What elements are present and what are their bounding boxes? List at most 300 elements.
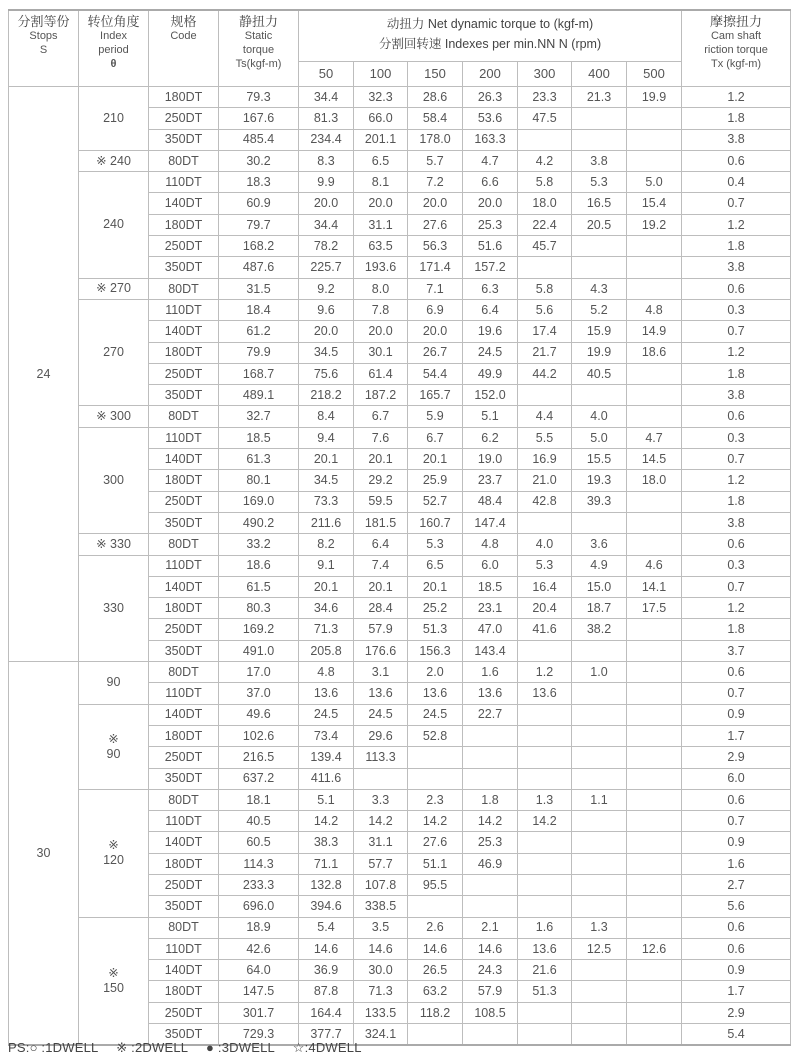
dyn-500-cell: [627, 981, 682, 1002]
dyn-500-cell: [627, 1002, 682, 1023]
dyn-100-cell: 30.0: [354, 960, 408, 981]
dyn-500-cell: 5.0: [627, 172, 682, 193]
cam-torque-cell: 1.8: [682, 108, 791, 129]
dyn-500-cell: 15.4: [627, 193, 682, 214]
dyn-50-cell: 13.6: [299, 683, 354, 704]
cam-torque-cell: 0.4: [682, 172, 791, 193]
dyn-500-cell: [627, 960, 682, 981]
dyn-150-cell: 118.2: [408, 1002, 463, 1023]
dyn-150-cell: 26.5: [408, 960, 463, 981]
dyn-500-cell: 4.6: [627, 555, 682, 576]
dyn-150-cell: 26.7: [408, 342, 463, 363]
dyn-100-cell: 338.5: [354, 896, 408, 917]
dyn-100-cell: 7.8: [354, 299, 408, 320]
cam-torque-cell: 3.8: [682, 129, 791, 150]
dyn-150-cell: 63.2: [408, 981, 463, 1002]
index-period-cell: 330: [79, 555, 149, 661]
dyn-200-cell: 48.4: [463, 491, 518, 512]
dyn-100-cell: 29.2: [354, 470, 408, 491]
dyn-50-cell: 20.1: [299, 576, 354, 597]
static-torque-cell: 37.0: [219, 683, 299, 704]
static-torque-cell: 729.3: [219, 1024, 299, 1046]
code-cell: 140DT: [149, 321, 219, 342]
dyn-150-cell: 7.1: [408, 278, 463, 299]
dyn-50-cell: 9.9: [299, 172, 354, 193]
dyn-100-cell: 176.6: [354, 640, 408, 661]
dyn-200-cell: 13.6: [463, 683, 518, 704]
dyn-100-cell: 181.5: [354, 512, 408, 533]
static-torque-cell: 18.4: [219, 299, 299, 320]
static-torque-cell: 61.5: [219, 576, 299, 597]
dyn-500-cell: [627, 512, 682, 533]
dyn-150-cell: 20.1: [408, 576, 463, 597]
dyn-500-cell: 17.5: [627, 598, 682, 619]
dyn-100-cell: 28.4: [354, 598, 408, 619]
cam-torque-cell: 3.8: [682, 257, 791, 278]
dyn-300-cell: [518, 1002, 572, 1023]
dyn-200-cell: [463, 896, 518, 917]
dyn-300-cell: 16.9: [518, 449, 572, 470]
code-cell: 80DT: [149, 917, 219, 938]
dyn-500-cell: [627, 768, 682, 789]
dyn-300-cell: 18.0: [518, 193, 572, 214]
static-header-unit: Ts(kgf-m): [235, 58, 282, 70]
code-cell: 80DT: [149, 150, 219, 171]
dyn-400-cell: 19.9: [572, 342, 627, 363]
dyn-400-cell: 21.3: [572, 87, 627, 108]
table-body: [9, 87, 791, 1046]
dyn-150-cell: 13.6: [408, 683, 463, 704]
dyn-200-cell: 6.3: [463, 278, 518, 299]
dyn-100-cell: 20.0: [354, 321, 408, 342]
dyn-50-cell: 377.7: [299, 1024, 354, 1046]
dyn-400-cell: [572, 811, 627, 832]
dyn-50-cell: 5.4: [299, 917, 354, 938]
dyn-400-cell: [572, 874, 627, 895]
dyn-400-cell: [572, 896, 627, 917]
dyn-200-cell: 6.2: [463, 427, 518, 448]
code-cell: 110DT: [149, 938, 219, 959]
dyn-100-cell: 3.3: [354, 789, 408, 810]
static-torque-cell: 491.0: [219, 640, 299, 661]
dyn-300-cell: 17.4: [518, 321, 572, 342]
cam-torque-cell: 5.6: [682, 896, 791, 917]
dyn-300-cell: [518, 640, 572, 661]
dyn-100-cell: 14.6: [354, 938, 408, 959]
cam-header-cn: 摩擦扭力: [710, 14, 763, 29]
stops-cell: 30: [9, 662, 79, 1046]
cam-torque-cell: 6.0: [682, 768, 791, 789]
dyn-400-cell: 4.9: [572, 555, 627, 576]
speed-header: 100: [354, 62, 408, 87]
dyn-150-cell: 28.6: [408, 87, 463, 108]
dyn-400-cell: 5.2: [572, 299, 627, 320]
static-torque-cell: 32.7: [219, 406, 299, 427]
dyn-200-cell: 163.3: [463, 129, 518, 150]
code-cell: 350DT: [149, 768, 219, 789]
dyn-50-cell: 71.1: [299, 853, 354, 874]
static-torque-cell: 79.7: [219, 214, 299, 235]
dyn-50-cell: 225.7: [299, 257, 354, 278]
code-cell: 110DT: [149, 683, 219, 704]
dyn-150-cell: 51.1: [408, 853, 463, 874]
dyn-200-cell: 22.7: [463, 704, 518, 725]
dyn-400-cell: 20.5: [572, 214, 627, 235]
cam-torque-cell: 1.7: [682, 725, 791, 746]
dyn-50-cell: 38.3: [299, 832, 354, 853]
dyn-500-cell: 12.6: [627, 938, 682, 959]
dyn-200-cell: 53.6: [463, 108, 518, 129]
dyn-300-cell: 23.3: [518, 87, 572, 108]
code-cell: 250DT: [149, 1002, 219, 1023]
code-header: [149, 10, 219, 87]
table-row: [9, 278, 791, 299]
cam-torque-cell: 1.8: [682, 619, 791, 640]
dyn-400-cell: 5.3: [572, 172, 627, 193]
dyn-150-cell: 2.3: [408, 789, 463, 810]
dyn-400-cell: 4.3: [572, 278, 627, 299]
code-cell: 110DT: [149, 299, 219, 320]
dyn-200-cell: 4.8: [463, 534, 518, 555]
dyn-400-cell: [572, 960, 627, 981]
dyn-100-cell: 29.6: [354, 725, 408, 746]
dyn-200-cell: 51.6: [463, 236, 518, 257]
dyn-50-cell: 132.8: [299, 874, 354, 895]
dyn-300-cell: [518, 768, 572, 789]
legend-2dwell: ※ :2DWELL: [116, 1040, 189, 1055]
dyn-500-cell: [627, 278, 682, 299]
table-row: [9, 406, 791, 427]
dyn-500-cell: 14.1: [627, 576, 682, 597]
static-torque-cell: 168.7: [219, 363, 299, 384]
dyn-500-cell: [627, 747, 682, 768]
dyn-200-cell: 6.6: [463, 172, 518, 193]
cam-torque-cell: 1.8: [682, 491, 791, 512]
dyn-200-cell: 108.5: [463, 1002, 518, 1023]
code-cell: 350DT: [149, 385, 219, 406]
dyn-400-cell: [572, 704, 627, 725]
index-period-cell: ※ 90: [79, 704, 149, 789]
dyn-50-cell: 9.4: [299, 427, 354, 448]
dyn-50-cell: 34.5: [299, 342, 354, 363]
dyn-150-cell: 24.5: [408, 704, 463, 725]
dyn-150-cell: [408, 768, 463, 789]
code-cell: 180DT: [149, 470, 219, 491]
dyn-400-cell: 15.0: [572, 576, 627, 597]
dyn-300-cell: [518, 257, 572, 278]
dyn-200-cell: 2.1: [463, 917, 518, 938]
code-cell: 110DT: [149, 172, 219, 193]
dyn-400-cell: 39.3: [572, 491, 627, 512]
dyn-300-cell: 5.8: [518, 172, 572, 193]
dyn-400-cell: [572, 853, 627, 874]
table-row: [9, 534, 791, 555]
dyn-200-cell: 20.0: [463, 193, 518, 214]
code-cell: 180DT: [149, 87, 219, 108]
index-period-cell: 270: [79, 299, 149, 405]
dyn-200-cell: 19.0: [463, 449, 518, 470]
cam-torque-cell: 0.9: [682, 704, 791, 725]
cam-torque-cell: 1.2: [682, 598, 791, 619]
dyn-50-cell: 139.4: [299, 747, 354, 768]
dyn-200-cell: 5.1: [463, 406, 518, 427]
static-torque-cell: 40.5: [219, 811, 299, 832]
dyn-500-cell: [627, 406, 682, 427]
static-torque-cell: 301.7: [219, 1002, 299, 1023]
cam-torque-cell: 0.7: [682, 811, 791, 832]
dyn-400-cell: [572, 725, 627, 746]
dyn-50-cell: 14.2: [299, 811, 354, 832]
dyn-150-cell: 160.7: [408, 512, 463, 533]
code-cell: 80DT: [149, 789, 219, 810]
cam-header-unit: Tx (kgf-m): [710, 58, 762, 70]
dyn-150-cell: 51.3: [408, 619, 463, 640]
dyn-300-cell: [518, 725, 572, 746]
stops-header-symbol: S: [39, 44, 48, 56]
table-row: [9, 427, 791, 448]
dyn-100-cell: 14.2: [354, 811, 408, 832]
dyn-100-cell: 107.8: [354, 874, 408, 895]
cam-torque-cell: 1.2: [682, 342, 791, 363]
dyn-50-cell: 411.6: [299, 768, 354, 789]
cam-torque-cell: 3.8: [682, 385, 791, 406]
dyn-400-cell: [572, 981, 627, 1002]
cam-torque-cell: 0.7: [682, 576, 791, 597]
table-row: [9, 172, 791, 193]
dyn-400-cell: [572, 108, 627, 129]
cam-torque-cell: 0.6: [682, 917, 791, 938]
dyn-200-cell: [463, 1024, 518, 1046]
dyn-150-cell: 95.5: [408, 874, 463, 895]
dyn-200-cell: 143.4: [463, 640, 518, 661]
dyn-200-cell: 23.1: [463, 598, 518, 619]
dyn-100-cell: 133.5: [354, 1002, 408, 1023]
cam-torque-cell: 0.7: [682, 449, 791, 470]
cam-torque-cell: 3.8: [682, 512, 791, 533]
code-cell: 350DT: [149, 896, 219, 917]
stops-header: [9, 10, 79, 87]
stops-header-cn: 分割等份: [17, 14, 70, 29]
dyn-500-cell: 18.0: [627, 470, 682, 491]
cam-torque-cell: 0.6: [682, 534, 791, 555]
dyn-50-cell: 34.4: [299, 214, 354, 235]
static-torque-cell: 79.3: [219, 87, 299, 108]
code-cell: 350DT: [149, 129, 219, 150]
dyn-150-cell: 52.8: [408, 725, 463, 746]
dyn-300-cell: 5.3: [518, 555, 572, 576]
static-torque-cell: 30.2: [219, 150, 299, 171]
dyn-150-cell: 14.6: [408, 938, 463, 959]
cam-torque-cell: 0.6: [682, 662, 791, 683]
cam-torque-cell: 2.9: [682, 747, 791, 768]
dyn-400-cell: [572, 512, 627, 533]
dyn-400-cell: 16.5: [572, 193, 627, 214]
cam-torque-cell: 1.2: [682, 470, 791, 491]
static-torque-cell: 637.2: [219, 768, 299, 789]
static-torque-cell: 114.3: [219, 853, 299, 874]
dyn-300-cell: 21.6: [518, 960, 572, 981]
dyn-100-cell: 20.0: [354, 193, 408, 214]
stops-cell: 24: [9, 87, 79, 662]
dyn-150-cell: 5.7: [408, 150, 463, 171]
dyn-150-cell: 58.4: [408, 108, 463, 129]
dyn-100-cell: 8.1: [354, 172, 408, 193]
dyn-200-cell: 14.2: [463, 811, 518, 832]
dyn-300-cell: 21.7: [518, 342, 572, 363]
cam-header-en1: Cam shaft: [710, 30, 762, 42]
code-cell: 250DT: [149, 363, 219, 384]
index-period-cell: ※ 300: [79, 406, 149, 427]
code-cell: 180DT: [149, 853, 219, 874]
static-torque-cell: 233.3: [219, 874, 299, 895]
dyn-300-cell: 22.4: [518, 214, 572, 235]
dyn-200-cell: 46.9: [463, 853, 518, 874]
dyn-300-cell: 13.6: [518, 683, 572, 704]
code-cell: 80DT: [149, 662, 219, 683]
static-torque-cell: 696.0: [219, 896, 299, 917]
cam-torque-cell: 3.7: [682, 640, 791, 661]
dyn-50-cell: 234.4: [299, 129, 354, 150]
dyn-100-cell: 8.0: [354, 278, 408, 299]
static-torque-cell: 80.3: [219, 598, 299, 619]
dyn-500-cell: [627, 662, 682, 683]
dyn-200-cell: 152.0: [463, 385, 518, 406]
dyn-500-cell: [627, 640, 682, 661]
static-torque-cell: 61.2: [219, 321, 299, 342]
dyn-400-cell: 15.9: [572, 321, 627, 342]
static-torque-cell: 42.6: [219, 938, 299, 959]
code-cell: 250DT: [149, 874, 219, 895]
static-torque-header: [219, 10, 299, 87]
dyn-200-cell: 25.3: [463, 214, 518, 235]
dyn-500-cell: [627, 534, 682, 555]
dyn-50-cell: 34.5: [299, 470, 354, 491]
dyn-300-cell: [518, 704, 572, 725]
dyn-300-cell: 5.8: [518, 278, 572, 299]
dyn-300-cell: 1.6: [518, 917, 572, 938]
dyn-500-cell: [627, 385, 682, 406]
dyn-500-cell: [627, 491, 682, 512]
dyn-100-cell: 6.7: [354, 406, 408, 427]
code-cell: 250DT: [149, 619, 219, 640]
cam-torque-cell: 0.9: [682, 960, 791, 981]
dyn-100-cell: 187.2: [354, 385, 408, 406]
static-torque-cell: 216.5: [219, 747, 299, 768]
static-torque-cell: 489.1: [219, 385, 299, 406]
code-cell: 110DT: [149, 811, 219, 832]
static-torque-cell: 31.5: [219, 278, 299, 299]
static-torque-cell: 18.5: [219, 427, 299, 448]
dyn-200-cell: 23.7: [463, 470, 518, 491]
dyn-150-cell: 2.0: [408, 662, 463, 683]
static-torque-cell: 18.9: [219, 917, 299, 938]
index-period-cell: 210: [79, 87, 149, 151]
code-cell: 140DT: [149, 576, 219, 597]
dyn-500-cell: [627, 257, 682, 278]
dyn-500-cell: [627, 150, 682, 171]
dyn-100-cell: 3.1: [354, 662, 408, 683]
table-row: [9, 150, 791, 171]
dyn-50-cell: 36.9: [299, 960, 354, 981]
dyn-200-cell: 49.9: [463, 363, 518, 384]
code-cell: 350DT: [149, 640, 219, 661]
dyn-150-cell: 178.0: [408, 129, 463, 150]
dyn-400-cell: 3.8: [572, 150, 627, 171]
stops-header-en: Stops: [29, 30, 58, 42]
dyn-400-cell: [572, 768, 627, 789]
static-torque-cell: 102.6: [219, 725, 299, 746]
dyn-50-cell: 218.2: [299, 385, 354, 406]
dyn-100-cell: 7.6: [354, 427, 408, 448]
dyn-400-cell: 1.0: [572, 662, 627, 683]
code-cell: 140DT: [149, 449, 219, 470]
dyn-300-cell: 21.0: [518, 470, 572, 491]
dyn-150-cell: 2.6: [408, 917, 463, 938]
code-header-cn: 规格: [170, 14, 197, 29]
table-row: [9, 917, 791, 938]
dyn-200-cell: 47.0: [463, 619, 518, 640]
static-torque-cell: 169.2: [219, 619, 299, 640]
dynamic-header-line2: 分割回转速 Indexes per min.NN N (rpm): [378, 37, 602, 51]
dwell-legend: [8, 1040, 376, 1056]
dyn-50-cell: 14.6: [299, 938, 354, 959]
dyn-400-cell: 1.1: [572, 789, 627, 810]
table-row: [9, 299, 791, 320]
dyn-100-cell: 193.6: [354, 257, 408, 278]
dyn-150-cell: 54.4: [408, 363, 463, 384]
dyn-100-cell: 63.5: [354, 236, 408, 257]
dyn-300-cell: 20.4: [518, 598, 572, 619]
static-torque-cell: 18.6: [219, 555, 299, 576]
cam-torque-cell: 0.3: [682, 299, 791, 320]
dyn-50-cell: 5.1: [299, 789, 354, 810]
index-period-cell: ※ 270: [79, 278, 149, 299]
period-header-cn: 转位角度: [87, 14, 140, 29]
index-period-cell: 240: [79, 172, 149, 278]
static-torque-cell: 147.5: [219, 981, 299, 1002]
dyn-200-cell: 14.6: [463, 938, 518, 959]
dyn-150-cell: 6.9: [408, 299, 463, 320]
dyn-200-cell: 6.0: [463, 555, 518, 576]
cam-torque-cell: 1.8: [682, 236, 791, 257]
code-cell: 350DT: [149, 512, 219, 533]
static-header-en2: torque: [242, 44, 275, 56]
dyn-500-cell: [627, 129, 682, 150]
dyn-150-cell: 56.3: [408, 236, 463, 257]
dyn-100-cell: [354, 768, 408, 789]
static-torque-cell: 169.0: [219, 491, 299, 512]
dyn-500-cell: [627, 704, 682, 725]
dyn-500-cell: [627, 108, 682, 129]
dyn-100-cell: 59.5: [354, 491, 408, 512]
dyn-200-cell: 19.6: [463, 321, 518, 342]
dyn-150-cell: 20.1: [408, 449, 463, 470]
dyn-100-cell: 24.5: [354, 704, 408, 725]
dyn-200-cell: 6.4: [463, 299, 518, 320]
dyn-100-cell: 6.4: [354, 534, 408, 555]
dyn-300-cell: 41.6: [518, 619, 572, 640]
cam-torque-cell: 0.9: [682, 832, 791, 853]
legend-1dwell: ○ :1DWELL: [29, 1040, 99, 1055]
legend-3dwell: ● :3DWELL: [206, 1040, 275, 1055]
code-cell: 110DT: [149, 555, 219, 576]
dyn-100-cell: 13.6: [354, 683, 408, 704]
dyn-300-cell: [518, 874, 572, 895]
dyn-500-cell: [627, 236, 682, 257]
code-cell: 250DT: [149, 236, 219, 257]
dyn-400-cell: [572, 683, 627, 704]
cam-torque-cell: 0.7: [682, 321, 791, 342]
